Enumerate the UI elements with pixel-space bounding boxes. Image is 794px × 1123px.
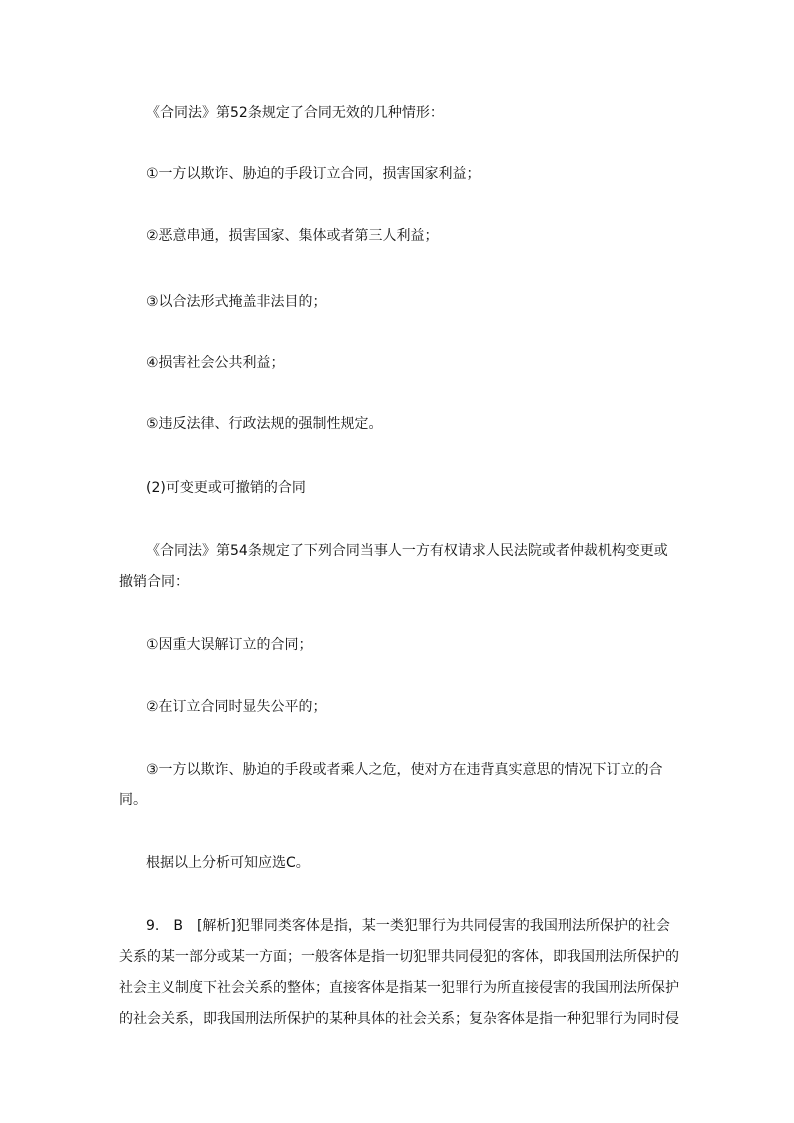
section-heading-voidable: (2)可变更或可撤销的合同 [146,480,306,496]
list-item-void-5: ⑤违反法律、行政法规的强制性规定。 [146,416,383,432]
list-item-voidable-3-line1: ③一方以欺诈、胁迫的手段或者乘人之危，使对方在违背真实意思的情况下订立的合 [146,762,663,778]
list-item-void-1: ①一方以欺诈、胁迫的手段订立合同，损害国家利益； [146,166,481,182]
list-item-voidable-1: ①因重大误解订立的合同； [146,637,313,653]
answer-9-line2: 关系的某一部分或某一方面；一般客体是指一切犯罪共同侵犯的客体，即我国刑法所保护的 [119,949,679,965]
list-item-voidable-3-line2: 同。 [119,792,147,808]
paragraph-contract-law-52: 《合同法》第52条规定了合同无效的几种情形： [146,105,444,121]
paragraph-contract-law-54-line2: 撤销合同： [119,574,189,590]
list-item-void-4: ④损害社会公共利益； [146,355,285,371]
paragraph-contract-law-54-line1: 《合同法》第54条规定了下列合同当事人一方有权请求人民法院或者仲裁机构变更或 [146,543,668,559]
answer-9-line1: 9. B [解析]犯罪同类客体是指，某一类犯罪行为共同侵害的我国刑法所保护的社会 [146,918,670,934]
list-item-void-3: ③以合法形式掩盖非法目的； [146,294,327,310]
answer-9-line4: 的社会关系，即我国刑法所保护的某种具体的社会关系；复杂客体是指一种犯罪行为同时侵 [119,1011,679,1027]
list-item-void-2: ②恶意串通，损害国家、集体或者第三人利益； [146,228,439,244]
list-item-voidable-2: ②在订立合同时显失公平的； [146,699,327,715]
answer-9-line3: 社会主义制度下社会关系的整体；直接客体是指某一犯罪行为所直接侵害的我国刑法所保护 [119,980,679,996]
paragraph-conclusion: 根据以上分析可知应选C。 [146,855,310,871]
